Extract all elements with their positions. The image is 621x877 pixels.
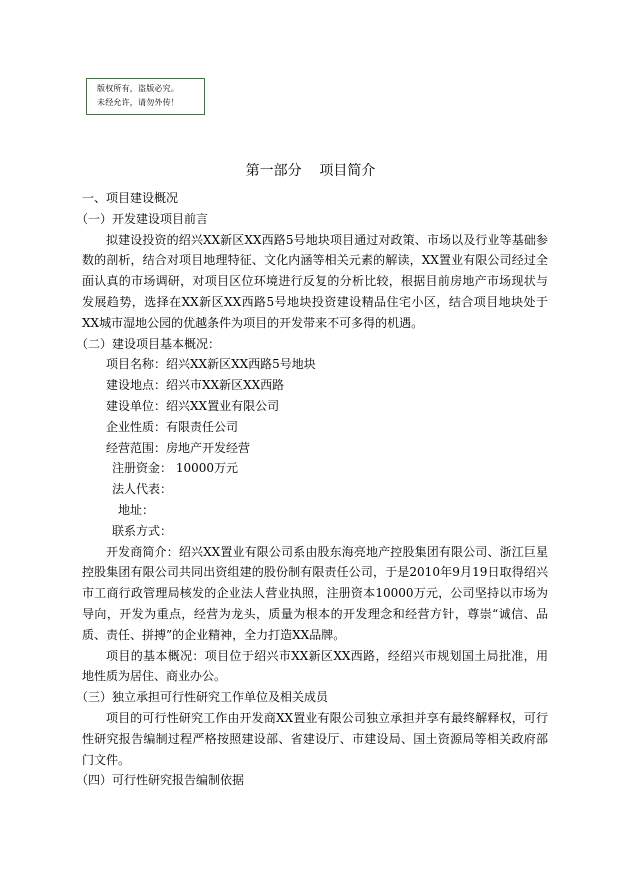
copyright-stamp — [86, 78, 205, 115]
document-body — [76, 188, 548, 791]
subsection-heading-basis: （四）可行性研究报告编制依据 — [76, 773, 245, 788]
subsection-heading-basic-info: （二）建设项目基本概况： — [76, 336, 221, 351]
field-scope: 经营范围：房地产开发经营 — [106, 440, 251, 455]
project-overview-paragraph: 项目的基本概况：项目位于绍兴市XX新区XX西路，经绍兴市规划国土局批准，用地性质为居住、商业办公。 — [82, 648, 548, 684]
stamp-line-1: 版权所有，盗版必究。 — [97, 84, 179, 93]
field-unit: 建设单位：绍兴XX置业有限公司 — [106, 398, 280, 413]
subsection-heading-preface: （一）开发建设项目前言 — [76, 211, 209, 226]
page-title: 第一部分 项目简介 — [245, 163, 376, 179]
research-unit-paragraph: 项目的可行性研究工作由开发商XX置业有限公司独立承担并享有最终解释权，可行性研究报告编制过程严格按照建设部、省建设厅、市建设局、国土资源局等相关政府部门文件。 — [82, 710, 548, 767]
preface-paragraph: 拟建设投资的绍兴XX新区XX西路5号地块项目通过对政策、市场以及行业等基础参数的剖析，结合对项目地理特征、文化内涵等相关元素的解读，XX置业有限公司经过全面认真的市场调研，对项目区位环境进行反复的分析比较，根据目前房地产市场现状与发展趋势，选择在XX新区XX西路5号地块投资建设精品住宅小区，结合项目地块处于XX城市湿地公园的优越条件为项目的开发带来不可多得的机遇。 — [82, 232, 548, 330]
field-capital: 注册资金： 10000万元 — [112, 461, 238, 476]
field-address: 地址： — [118, 502, 155, 517]
developer-intro-paragraph: 开发商简介：绍兴XX置业有限公司系由股东海亮地产控股集团有限公司、浙江巨星控股集团有限公司共同出资组建的股份制有限责任公司，于是2010年9月19日取得绍兴市工商行政管理局核发的企业法人营业执照，注册资本10000万元，公司坚持以市场为导向，开发为重点，经营为龙头，质量为根本的开发理念和经营方针，尊崇“诚信、品质、责任、拼搏”的企业精神，全力打造XX品牌。 — [82, 544, 548, 642]
field-nature: 企业性质：有限责任公司 — [106, 419, 239, 434]
field-project-name: 项目名称：绍兴XX新区XX西路5号地块 — [106, 357, 316, 372]
field-contact: 联系方式： — [112, 523, 173, 538]
stamp-line-2: 未经允许，请勿外传！ — [97, 98, 179, 107]
field-location: 建设地点：绍兴市XX新区XX西路 — [106, 378, 285, 393]
subsection-heading-research-unit: （三）独立承担可行性研究工作单位及相关成员 — [76, 690, 329, 705]
section-heading-project-overview: 一、项目建设概况 — [82, 191, 179, 205]
field-legal-rep: 法人代表： — [112, 482, 173, 497]
